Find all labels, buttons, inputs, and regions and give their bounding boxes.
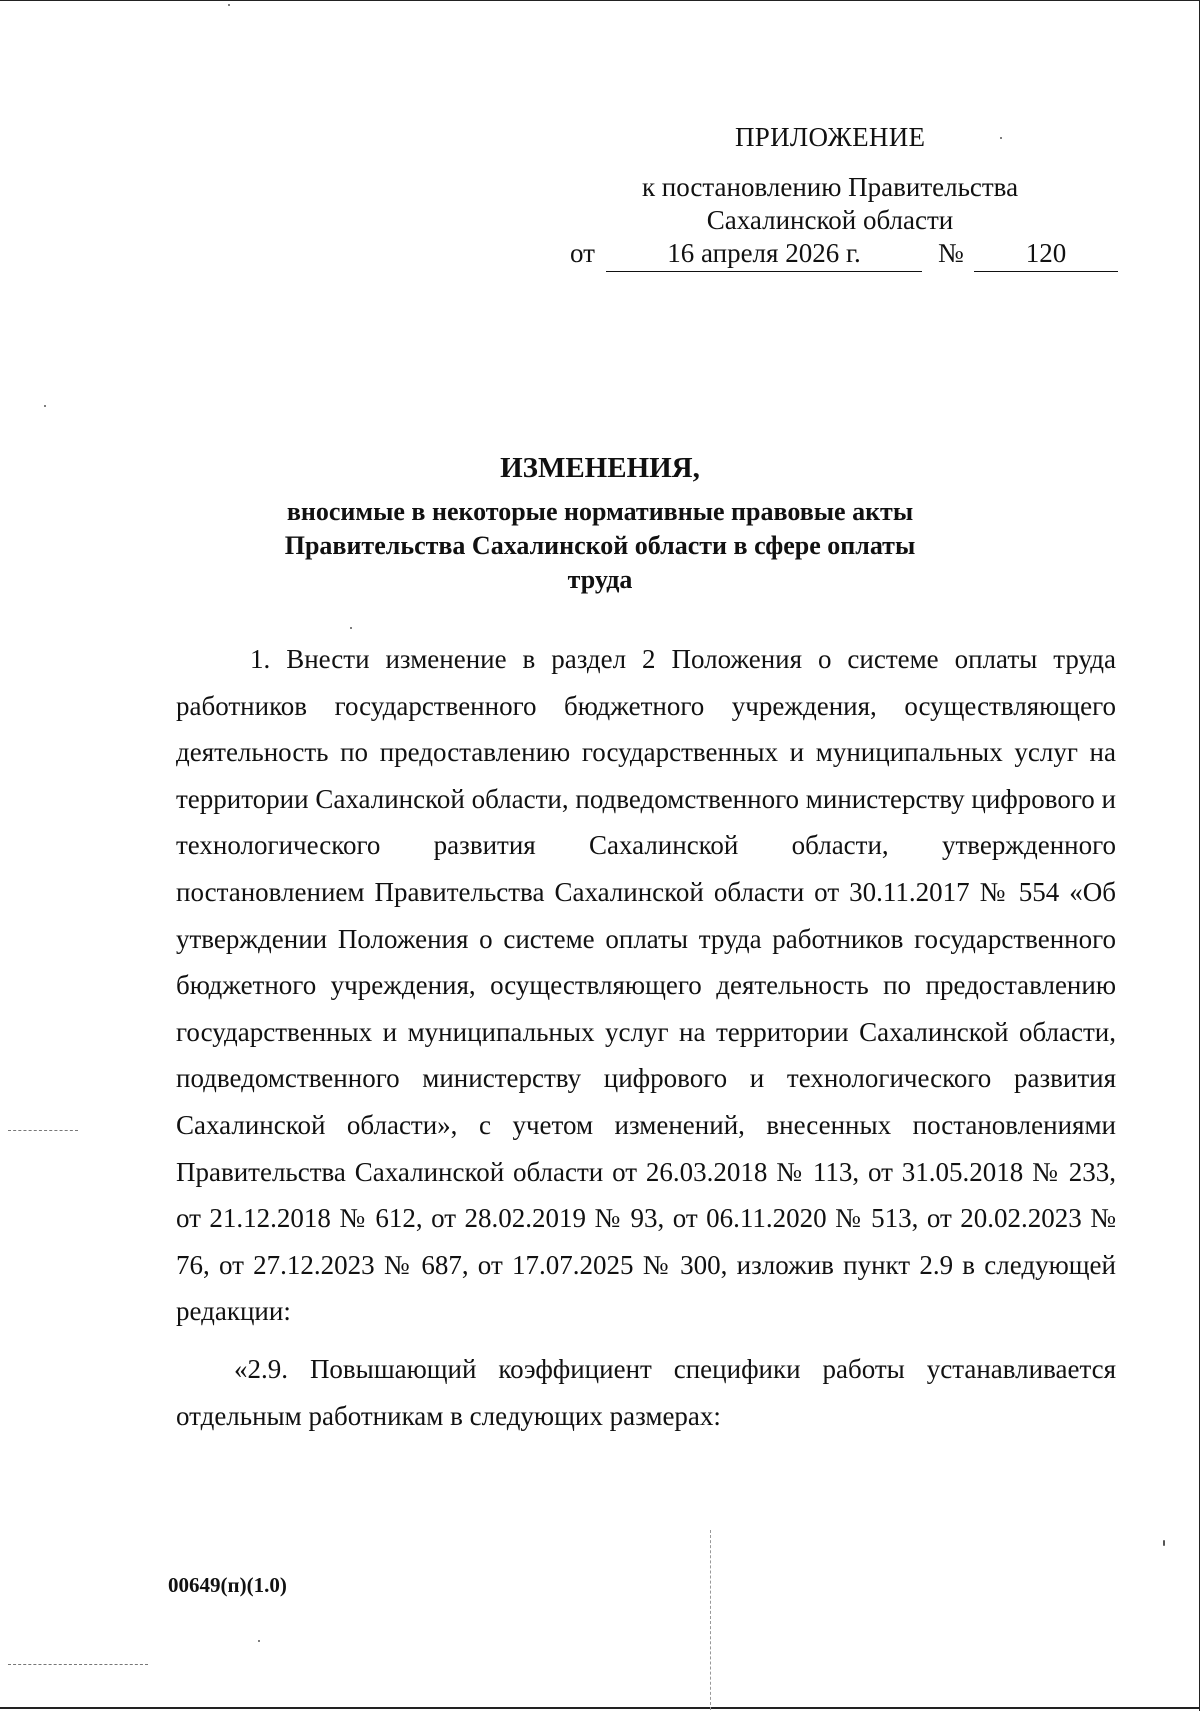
- scan-speck: [1163, 1540, 1165, 1546]
- scan-dash-mark: [8, 1664, 148, 1666]
- body-paragraph: «2.9. Повышающий коэффициент специфики работы устанавливается отдельным работникам в следующих размерах:: [176, 1354, 1116, 1431]
- scan-dash-mark: [8, 1130, 78, 1132]
- scan-edge-top: [0, 0, 1200, 1]
- appendix-region-line: Сахалинской области: [706, 205, 954, 235]
- resolution-number: 120: [974, 238, 1118, 272]
- document-title: ИЗМЕНЕНИЯ,: [500, 452, 700, 484]
- date-prefix: от: [570, 238, 595, 268]
- scan-fold-line: [710, 1530, 712, 1710]
- number-sign: №: [938, 238, 964, 268]
- scan-speck: [228, 4, 230, 6]
- scan-edge-bottom: [0, 1707, 1200, 1709]
- scan-speck: [350, 627, 352, 629]
- document-form-code: 00649(п)(1.0): [168, 1573, 287, 1597]
- appendix-title: ПРИЛОЖЕНИЕ: [735, 122, 926, 152]
- scan-speck: [44, 405, 46, 407]
- scan-speck: [258, 1640, 260, 1642]
- body-paragraph: 1. Внести изменение в раздел 2 Положения о системе оплаты труда работников государственного бюджетного учреждения, осуществляющего деятельность по предоставлению государственных и муниципальных услуг на территории Сахалинской области, подведомственного министерству цифрового и технологического развития Сахалинской области, утвержденного постановлением Правительства Сахалинской области от 30.11.2017 № 554 «Об утверждении Положения о системе оплаты труда работников государственного бюджетного учреждения, осуществляющего деятельность по предоставлению государственных и муниципальных услуг на территории Сахалинской области, подведомственного министерству цифрового и технологического развития Сахалинской области», с учетом изменений, внесенных постановлениями Правительства Сахалинской области от 26.03.2018 № 113, от 31.05.2018 № 233, от 21.12.2018 № 612, от 28.02.2019 № 93, от 06.11.2020 № 513, от 20.02.2023 № 76, от 27.12.2023 № 687, от 17.07.2025 № 300, изложив пункт 2.9 в следующей редакции:: [176, 644, 1116, 1327]
- document-subtitle: вносимые в некоторые нормативные правовые акты Правительства Сахалинской области в сфере оплаты труда: [284, 497, 916, 594]
- appendix-resolution-line: к постановлению Правительства: [641, 172, 1019, 202]
- scan-speck: [1000, 137, 1002, 139]
- appendix-date-row: [570, 238, 1118, 272]
- resolution-date: 16 апреля 2026 г.: [606, 238, 922, 272]
